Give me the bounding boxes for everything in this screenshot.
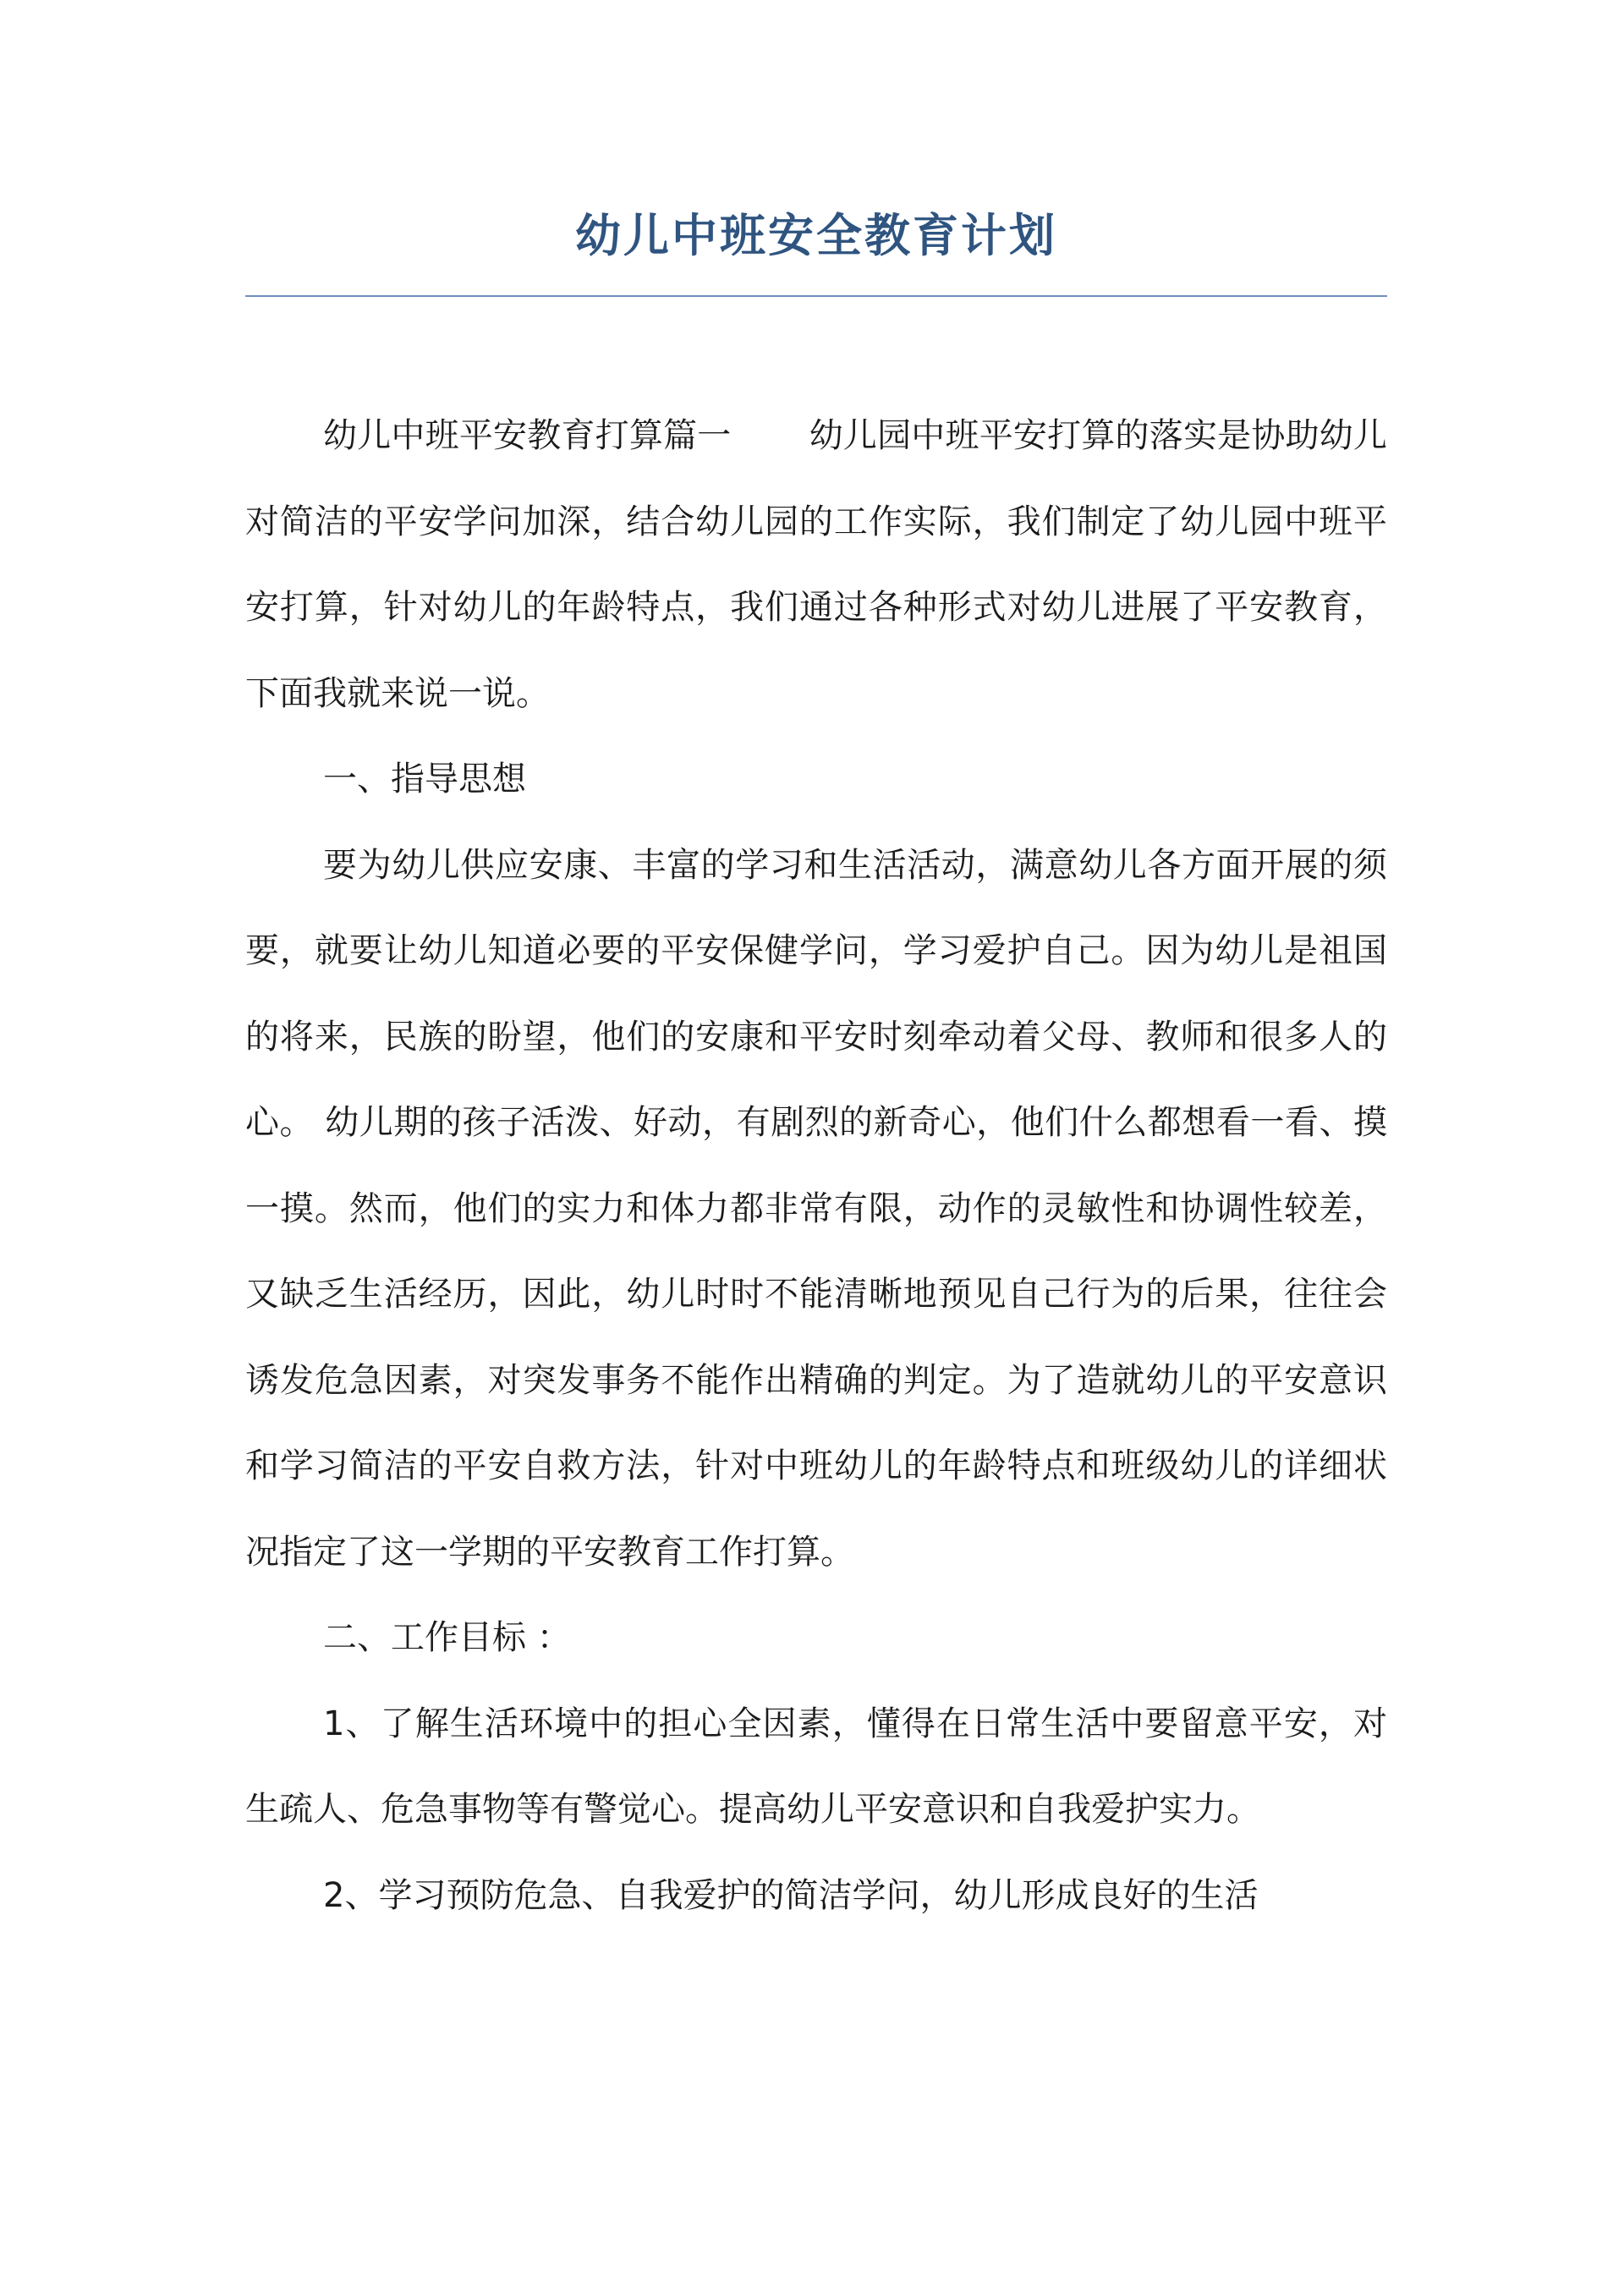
paragraph-goal-1: 1、了解生活环境中的担心全因素，懂得在日常生活中要留意平安，对生疏人、危急事物等有警觉心。提高幼儿平安意识和自我爱护实力。 <box>245 1704 1387 1829</box>
paragraph-text: 幼儿园中班平安打算的落实是协助幼儿对简洁的平安学问加深，结合幼儿园的工作实际，我们制定了幼儿园中班平安打算，针对幼儿的年龄特点，我们通过各种形式对幼儿进展了平安教育，下面我就来说一说。 <box>245 416 1388 713</box>
document-title: 幼儿中班安全教育计划 <box>575 208 1057 262</box>
document-body <box>245 393 1387 1939</box>
heading-guiding-ideology: 一、指导思想 <box>323 760 526 799</box>
paragraph-ideology: 要为幼儿供应安康、丰富的学习和生活活动，满意幼儿各方面开展的须要，就要让幼儿知道必要的平安保健学问，学习爱护自己。因为幼儿是祖国的将来，民族的盼望，他们的安康和平安时刻牵动着父母、教师和很多人的心。 幼儿期的孩子活泼、好动，有剧烈的新奇心，他们什么都想看一看、摸一摸。然而，他们的实力和体力都非常有限，动作的灵敏性和协调性较差，又缺乏生活经历，因此，幼儿时时不能清晰地预见自己行为的后果，往往会诱发危急因素，对突发事务不能作出精确的判定。为了造就幼儿的平安意识和学习简洁的平安自救方法，针对中班幼儿的年龄特点和班级幼儿的详细状况指定了这一学期的平安教育工作打算。 <box>245 845 1387 1572</box>
title-underline <box>245 295 1387 297</box>
section-lead: 幼儿中班平安教育打算篇一 <box>323 416 732 455</box>
paragraph-goal-2: 2、学习预防危急、自我爱护的简洁学问，幼儿形成良好的生活 <box>323 1875 1259 1915</box>
heading-work-goals: 二、工作目标 ： <box>323 1618 571 1657</box>
paragraph-intro <box>245 393 1387 737</box>
